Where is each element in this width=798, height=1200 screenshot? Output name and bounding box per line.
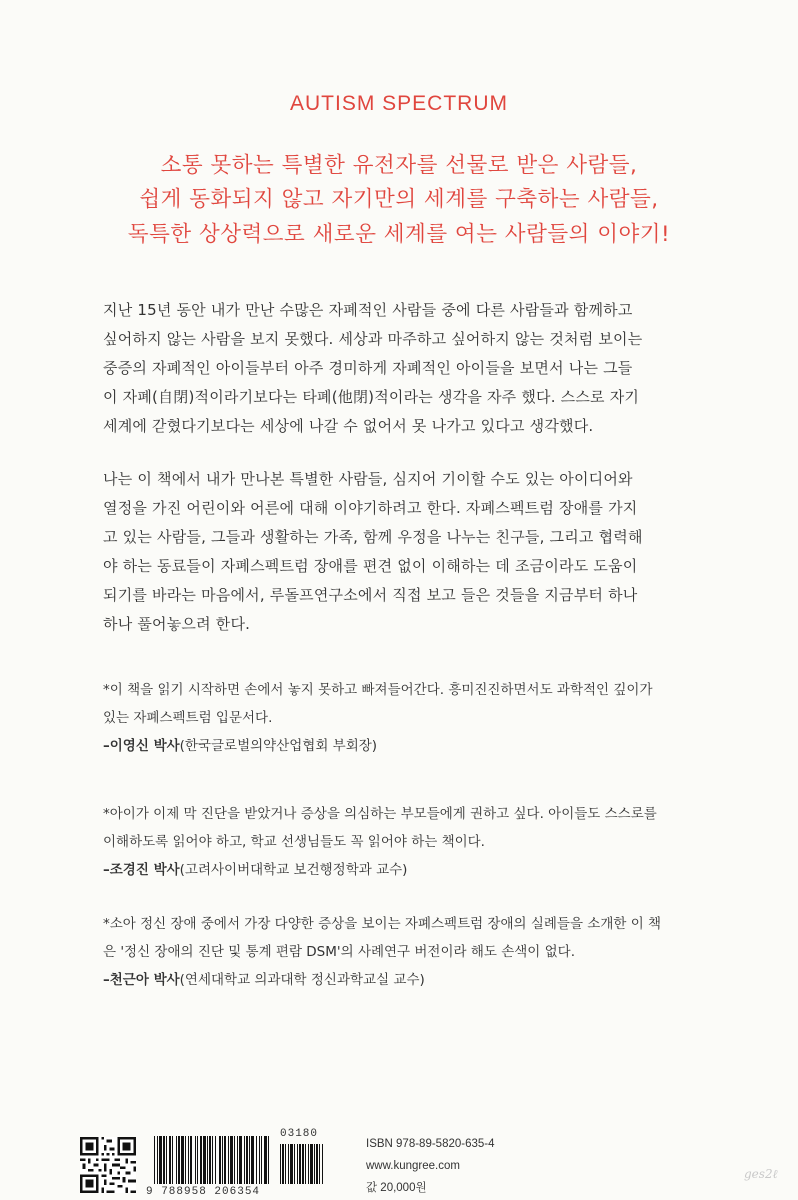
tagline-line-1: 소통 못하는 특별한 유전자를 선물로 받은 사람들, xyxy=(160,153,638,178)
barcode-bar xyxy=(237,1136,238,1184)
endorsement-1 xyxy=(103,676,723,760)
barcode-digits: 9 788958 206354 xyxy=(146,1186,261,1198)
website-text: www.kungree.com xyxy=(366,1160,460,1172)
cover-subtitle: AUTISM SPECTRUM xyxy=(289,92,508,115)
publication-info xyxy=(366,1133,495,1199)
barcode-bar xyxy=(268,1136,269,1184)
barcode-bar xyxy=(212,1136,213,1184)
barcode-bar xyxy=(230,1136,233,1184)
barcode-bar xyxy=(256,1136,257,1184)
barcode-bar xyxy=(259,1136,260,1184)
brand-mark-logo: ges2ℓ xyxy=(744,1167,778,1181)
paragraph-line: 세계에 갇혔다기보다는 세상에 나갈 수 없어서 못 나가고 있다고 생각했다. xyxy=(103,417,594,435)
paragraph-line: 지난 15년 동안 내가 만난 수많은 자폐적인 사람들 중에 다른 사람들과 함께하고 xyxy=(103,301,633,319)
barcode-bar xyxy=(228,1136,229,1184)
endorsement-text: 은 '정신 장애의 진단 및 통계 편람 DSM'의 사례연구 버전이라 해도 손색이 없다. xyxy=(103,944,576,960)
barcode-addon-bar xyxy=(297,1144,298,1184)
barcode-bar xyxy=(224,1136,226,1184)
intro-paragraph-2 xyxy=(103,465,703,639)
tagline-line-2: 쉽게 동화되지 않고 자기만의 세계를 구축하는 사람들, xyxy=(139,187,659,212)
barcode-bar xyxy=(261,1136,262,1184)
barcode-bar xyxy=(249,1136,250,1184)
barcode-bar xyxy=(166,1136,167,1184)
endorsement-text: 있는 자폐스펙트럼 입문서다. xyxy=(103,710,273,726)
endorser-affiliation: (한국글로벌의약산업협회 부회장) xyxy=(179,738,378,754)
endorser-credit xyxy=(103,732,723,760)
barcode-bar xyxy=(154,1136,155,1184)
endorser-credit xyxy=(103,966,723,994)
endorser-credit xyxy=(103,856,723,884)
paragraph-line: 싶어하지 않는 사람을 보지 못했다. 세상과 마주하고 싶어하지 않는 것처럼 보이는 xyxy=(103,330,643,348)
paragraph-line: 되기를 바라는 마음에서, 루돌프연구소에서 직접 보고 들은 것들을 지금부터 하나 xyxy=(103,586,638,604)
endorser-affiliation: (고려사이버대학교 보건행정학과 교수) xyxy=(179,862,408,878)
isbn-text: ISBN 978-89-5820-635-4 xyxy=(366,1138,495,1150)
barcode-addon-bar xyxy=(299,1144,301,1184)
barcode-bar xyxy=(159,1136,162,1184)
barcode-bar xyxy=(209,1136,211,1184)
isbn-barcode xyxy=(146,1128,355,1198)
paragraph-line: 나는 이 책에서 내가 만나본 특별한 사람들, 심지어 기이할 수도 있는 아이디어와 xyxy=(103,470,633,488)
barcode-bar xyxy=(163,1136,165,1184)
endorser-name: –조경진 박사 xyxy=(103,862,180,878)
barcode-bar xyxy=(203,1136,206,1184)
barcode-addon-bar xyxy=(305,1144,306,1184)
barcode-bar xyxy=(185,1136,186,1184)
barcode-addon-bar xyxy=(319,1144,320,1184)
barcode-bar xyxy=(188,1136,189,1184)
paragraph-line: 이 자폐(自閉)적이라기보다는 타폐(他閉)적이라는 생각을 자주 했다. 스스로 자기 xyxy=(103,388,640,406)
barcode-bar xyxy=(169,1136,171,1184)
barcode-addon-bar xyxy=(285,1144,286,1184)
barcode-bar xyxy=(200,1136,202,1184)
endorser-name: –이영신 박사 xyxy=(103,738,180,754)
paragraph-line: 고 있는 사람들, 그들과 생활하는 가족, 함께 우정을 나누는 친구들, 그리고 협력해 xyxy=(103,528,643,546)
barcode-addon-bar xyxy=(280,1144,281,1184)
paragraph-line: 중증의 자폐적인 아이들부터 아주 경미하게 자폐적인 아이들을 보면서 나는 그들 xyxy=(103,359,633,377)
barcode-bar xyxy=(172,1136,173,1184)
barcode-bar xyxy=(207,1136,208,1184)
barcode-bar xyxy=(195,1136,196,1184)
barcode-addon-bar xyxy=(294,1144,295,1184)
paragraph-line: 하나 풀어놓으려 한다. xyxy=(103,615,251,633)
paragraph-line: 열정을 가진 어린이와 어른에 대해 이야기하려고 한다. 자폐스펙트럼 장애를 가지 xyxy=(103,499,638,517)
paragraph-line: 야 하는 동료들이 자폐스펙트럼 장애를 편견 없이 이해하는 데 조금이라도 도움이 xyxy=(103,557,638,575)
barcode-bar xyxy=(244,1136,245,1184)
barcode-bar xyxy=(246,1136,248,1184)
endorsement-text: *이 책을 읽기 시작하면 손에서 놓지 못하고 빠져들어간다. 흥미진진하면서도 과학적인 깊이가 xyxy=(103,682,653,698)
tagline-line-3: 독특한 상상력으로 새로운 세계를 여는 사람들의 이야기! xyxy=(127,222,671,247)
qr-code-icon xyxy=(80,1137,136,1193)
endorsement-text: *아이가 이제 막 진단을 받았거나 증상을 의심하는 부모들에게 권하고 싶다. 아이들도 스스로를 xyxy=(103,806,657,822)
barcode-addon-number: 03180 xyxy=(280,1128,319,1140)
barcode-addon-bar xyxy=(282,1144,284,1184)
endorsement-2 xyxy=(103,800,723,884)
barcode-bar xyxy=(178,1136,180,1184)
barcode-bar xyxy=(234,1136,235,1184)
barcode-bar xyxy=(219,1136,221,1184)
barcode-addon-bar xyxy=(322,1144,323,1184)
barcode-addon-bar xyxy=(290,1144,293,1184)
barcode-addon-bar xyxy=(302,1144,304,1184)
barcode-bar xyxy=(197,1136,198,1184)
barcode-bar xyxy=(181,1136,184,1184)
barcode-bar xyxy=(157,1136,158,1184)
endorsement-3 xyxy=(103,910,723,994)
endorser-affiliation: (연세대학교 의과대학 정신과학교실 교수) xyxy=(179,972,425,988)
barcode-bar xyxy=(222,1136,223,1184)
intro-paragraph-1 xyxy=(103,296,703,441)
barcode-addon-bar xyxy=(314,1144,315,1184)
barcode-addon-bar xyxy=(288,1144,289,1184)
barcode-bar xyxy=(264,1136,267,1184)
endorser-name: –천근아 박사 xyxy=(103,972,180,988)
barcode-addon-bar xyxy=(308,1144,309,1184)
barcode-addon-bar xyxy=(316,1144,318,1184)
barcode-bar xyxy=(190,1136,192,1184)
price-text: 값 20,000원 xyxy=(366,1182,427,1194)
barcode-bar xyxy=(239,1136,242,1184)
barcode-icon xyxy=(150,1136,355,1186)
barcode-bar xyxy=(215,1136,216,1184)
barcode-bar xyxy=(176,1136,177,1184)
endorsement-text: 이해하도록 읽어야 하고, 학교 선생님들도 꼭 읽어야 하는 책이다. xyxy=(103,834,485,850)
barcode-addon-bar xyxy=(310,1144,313,1184)
barcode-bar xyxy=(251,1136,254,1184)
endorsement-text: *소아 정신 장애 중에서 가장 다양한 증상을 보이는 자폐스펙트럼 장애의 실례들을 소개한 이 책 xyxy=(103,916,662,932)
